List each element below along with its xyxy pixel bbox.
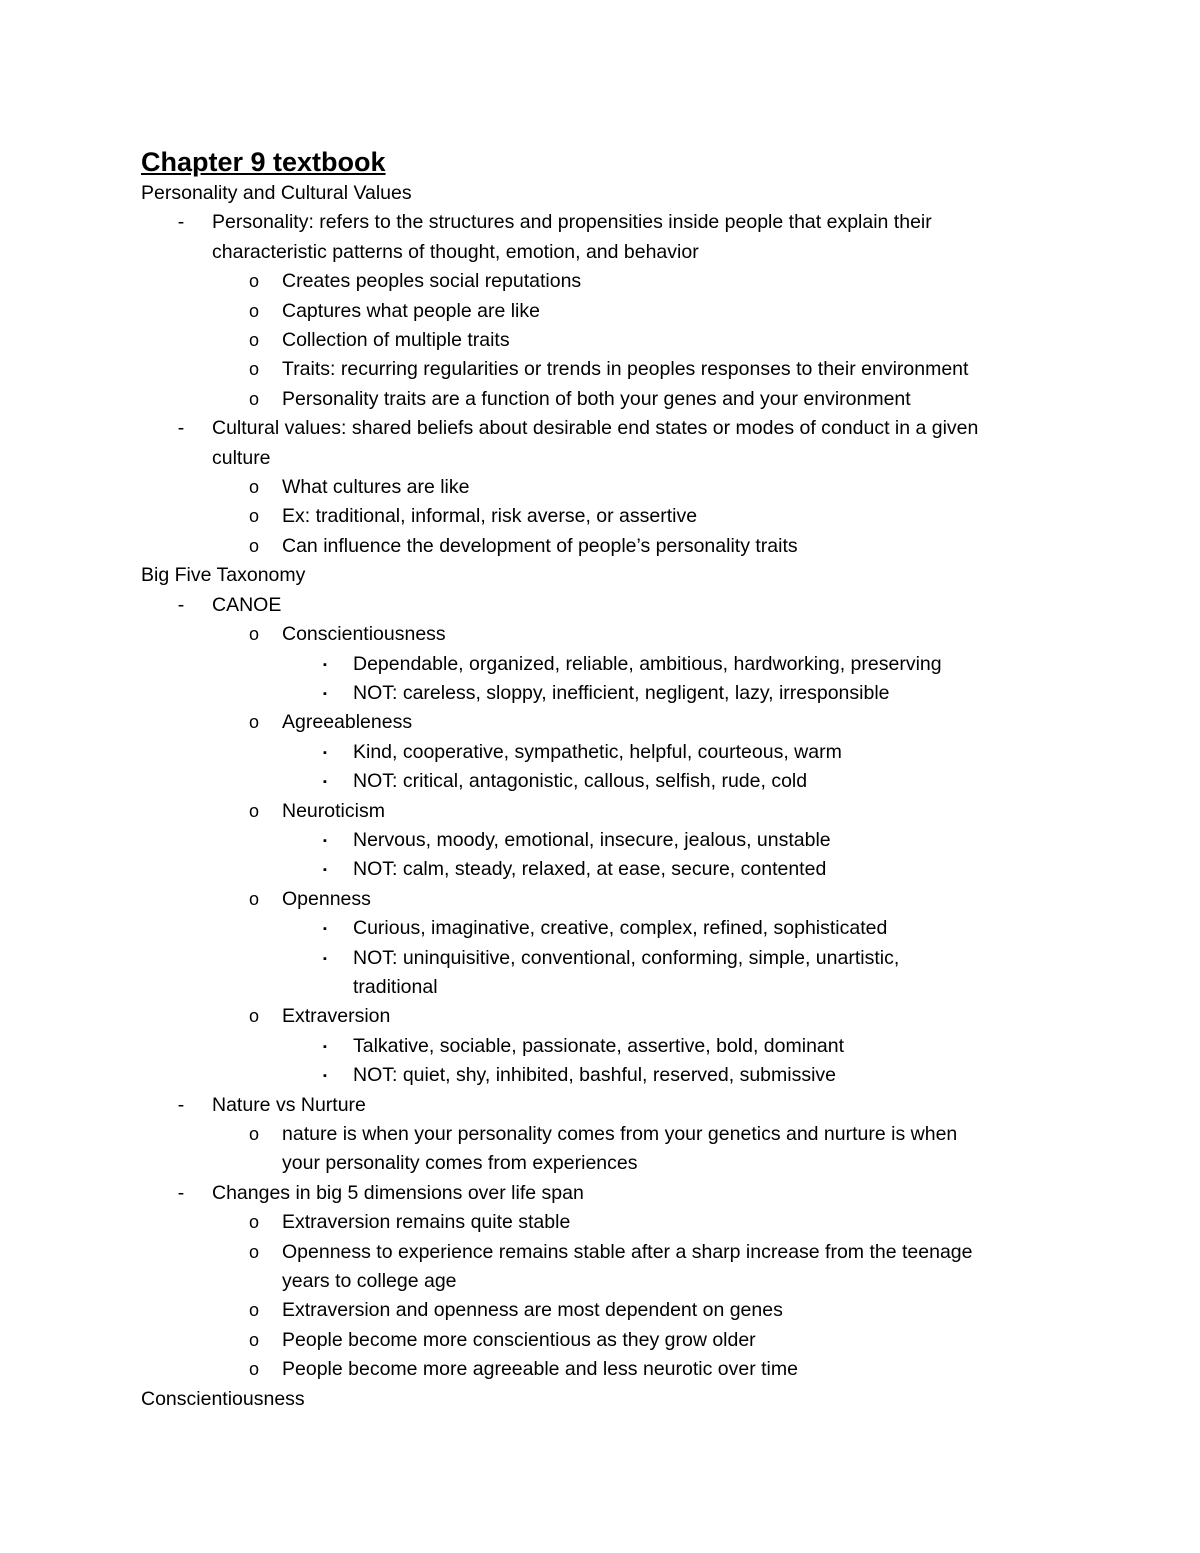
document-page	[141, 145, 1071, 1414]
list-item	[141, 797, 1071, 826]
line-text: NOT: uninquisitive, conventional, conforming, simple, unartistic,	[353, 946, 900, 969]
list-item	[141, 473, 1071, 502]
circle-bullet-icon: o	[248, 1006, 259, 1027]
list-item	[141, 1179, 1071, 1208]
line-text: Cultural values: shared beliefs about desirable end states or modes of conduct in a given	[212, 417, 979, 440]
line-text: Extraversion and openness are most dependent on genes	[282, 1299, 783, 1322]
list-item	[141, 208, 1071, 237]
dash-bullet-icon: -	[177, 1093, 185, 1116]
list-item	[141, 1032, 1071, 1061]
circle-bullet-icon: o	[248, 1212, 259, 1233]
circle-bullet-icon: o	[248, 271, 259, 292]
line-text: traditional	[353, 975, 438, 998]
section-heading	[141, 561, 1071, 590]
square-bullet-icon: ▪	[323, 1040, 327, 1053]
line-text: Collection of multiple traits	[282, 329, 510, 352]
square-bullet-icon: ▪	[323, 834, 327, 847]
line-text: Personality and Cultural Values	[141, 182, 412, 204]
list-item	[141, 1238, 1071, 1267]
line-text: Kind, cooperative, sympathetic, helpful, courteous, warm	[353, 740, 842, 763]
circle-bullet-icon: o	[248, 300, 259, 321]
line-text: Traits: recurring regularities or trends in peoples responses to their environment	[282, 358, 969, 381]
list-item	[141, 767, 1071, 796]
line-text: Agreeableness	[282, 711, 413, 734]
line-text: What cultures are like	[282, 476, 470, 499]
list-item	[141, 355, 1071, 384]
line-text: Extraversion remains quite stable	[282, 1211, 571, 1234]
line-text: Personality: refers to the structures and propensities inside people that explain their	[212, 211, 932, 234]
line-text: Captures what people are like	[282, 299, 540, 322]
section-heading	[141, 179, 1071, 208]
page-title: Chapter 9 textbook	[141, 147, 386, 177]
list-item	[141, 738, 1071, 767]
list-item	[141, 885, 1071, 914]
circle-bullet-icon: o	[248, 1359, 259, 1380]
line-text: Openness	[282, 887, 371, 910]
circle-bullet-icon: o	[248, 1300, 259, 1321]
line-text: Ex: traditional, informal, risk averse, or assertive	[282, 505, 698, 528]
dash-bullet-icon: -	[177, 417, 185, 440]
list-item	[141, 502, 1071, 531]
list-item	[141, 1061, 1071, 1090]
list-item	[141, 532, 1071, 561]
section-heading	[141, 1385, 1071, 1414]
circle-bullet-icon: o	[248, 624, 259, 645]
circle-bullet-icon: o	[248, 506, 259, 527]
square-bullet-icon: ▪	[323, 952, 327, 965]
line-text: Big Five Taxonomy	[141, 564, 306, 587]
circle-bullet-icon: o	[248, 388, 259, 409]
line-text: Dependable, organized, reliable, ambitious, hardworking, preserving	[353, 652, 942, 675]
line-text: Conscientiousness	[141, 1387, 305, 1410]
line-text: Talkative, sociable, passionate, assertive, bold, dominant	[353, 1034, 845, 1057]
list-item-continuation	[141, 444, 1071, 473]
list-item-continuation	[141, 238, 1071, 267]
square-bullet-icon: ▪	[323, 1070, 327, 1083]
line-text: culture	[212, 446, 271, 469]
line-text: NOT: calm, steady, relaxed, at ease, secure, contented	[353, 858, 827, 881]
list-item-continuation	[141, 1149, 1071, 1178]
circle-bullet-icon: o	[248, 359, 259, 380]
line-text: characteristic patterns of thought, emotion, and behavior	[212, 240, 699, 263]
list-item	[141, 1120, 1071, 1149]
line-text: People become more conscientious as they grow older	[282, 1328, 756, 1351]
list-item	[141, 620, 1071, 649]
list-item-continuation	[141, 1267, 1071, 1296]
list-item	[141, 855, 1071, 884]
line-text: Personality traits are a function of both your genes and your environment	[282, 387, 911, 410]
circle-bullet-icon: o	[248, 800, 259, 821]
list-item	[141, 385, 1071, 414]
circle-bullet-icon: o	[248, 712, 259, 733]
list-item	[141, 914, 1071, 943]
list-item	[141, 1296, 1071, 1325]
line-text: Extraversion	[282, 1005, 391, 1028]
square-bullet-icon: ▪	[323, 923, 327, 936]
line-text: Changes in big 5 dimensions over life span	[212, 1181, 584, 1204]
line-text: NOT: critical, antagonistic, callous, selfish, rude, cold	[353, 770, 808, 793]
circle-bullet-icon: o	[248, 330, 259, 351]
line-text: Neuroticism	[282, 799, 385, 822]
list-item	[141, 326, 1071, 355]
list-item	[141, 826, 1071, 855]
line-text: nature is when your personality comes from your genetics and nurture is when	[282, 1123, 958, 1145]
square-bullet-icon: ▪	[323, 687, 327, 700]
line-text: years to college age	[282, 1270, 457, 1293]
list-item-continuation	[141, 973, 1071, 1002]
list-item	[141, 1091, 1071, 1120]
line-text: Can influence the development of people’s personality traits	[282, 534, 798, 557]
dash-bullet-icon: -	[177, 1181, 185, 1204]
list-item	[141, 414, 1071, 443]
circle-bullet-icon: o	[248, 535, 259, 556]
list-item	[141, 1326, 1071, 1355]
square-bullet-icon: ▪	[323, 746, 327, 759]
circle-bullet-icon: o	[248, 1124, 259, 1144]
line-text: NOT: careless, sloppy, inefficient, negligent, lazy, irresponsible	[353, 681, 890, 704]
list-item	[141, 1208, 1071, 1237]
dash-bullet-icon: -	[177, 211, 185, 234]
notes-outline	[141, 179, 1071, 1414]
list-item	[141, 267, 1071, 296]
line-text: Nervous, moody, emotional, insecure, jealous, unstable	[353, 828, 831, 851]
circle-bullet-icon: o	[248, 1241, 259, 1262]
list-item	[141, 591, 1071, 620]
circle-bullet-icon: o	[248, 888, 259, 909]
line-text: your personality comes from experiences	[282, 1152, 638, 1175]
line-text: Curious, imaginative, creative, complex, refined, sophisticated	[353, 917, 888, 940]
list-item	[141, 1355, 1071, 1384]
circle-bullet-icon: o	[248, 1329, 259, 1350]
line-text: CANOE	[212, 593, 282, 616]
line-text: NOT: quiet, shy, inhibited, bashful, reserved, submissive	[353, 1064, 837, 1087]
circle-bullet-icon: o	[248, 477, 259, 498]
square-bullet-icon: ▪	[323, 776, 327, 789]
line-text: People become more agreeable and less neurotic over time	[282, 1358, 798, 1381]
square-bullet-icon: ▪	[323, 658, 327, 671]
list-item	[141, 944, 1071, 973]
list-item	[141, 708, 1071, 737]
line-text: Nature vs Nurture	[212, 1093, 366, 1116]
line-text: Conscientiousness	[282, 623, 446, 646]
list-item	[141, 297, 1071, 326]
square-bullet-icon: ▪	[323, 864, 327, 877]
list-item	[141, 1002, 1071, 1031]
list-item	[141, 679, 1071, 708]
dash-bullet-icon: -	[177, 593, 185, 616]
list-item	[141, 650, 1071, 679]
line-text: Openness to experience remains stable after a sharp increase from the teenage	[282, 1240, 973, 1263]
line-text: Creates peoples social reputations	[282, 270, 582, 293]
